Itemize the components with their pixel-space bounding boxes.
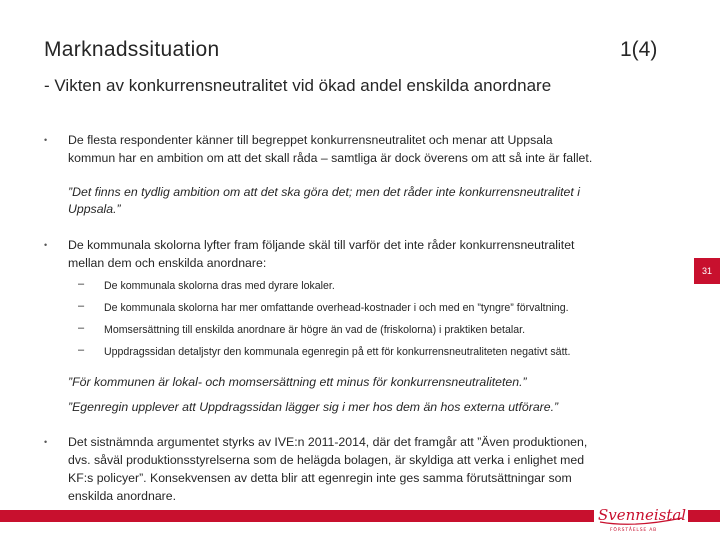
bullet-1-line-1: De flesta respondenter känner till begreppet konkurrensneutralitet och menar att Uppsala [68,133,553,147]
logo-wordmark-icon [594,500,688,534]
bullet-3-line-2: dvs. såväl produktionsstyrelserna som de helägda bolagen, är skyldiga att verka i enlighet med [68,453,585,467]
bullet-1-line-2: kommun har en ambition om att det skall råda – samtliga är dock överens om att så inte är fallet. [68,151,593,165]
company-logo [594,500,688,534]
subitem-4: Uppdragssidan detaljstyr den kommunala egenregin på ett för konkurrensneutraliteten negativt sätt. [104,346,571,358]
bullet-marker: • [44,240,48,250]
page-indicator: 1(4) [620,38,658,61]
bullet-2-line-2: mellan dem och enskilda anordnare: [68,256,267,270]
quote-1-line-2: Uppsala.” [68,202,121,216]
slide-number-badge: 31 [694,258,720,284]
svg-text:Svenneistal: Svenneistal [598,506,687,524]
subitem-2: De kommunala skolorna har mer omfattande overhead-kostnader i och med en ”tyngre” förvaltning. [104,302,569,314]
bullet-marker: • [44,437,48,447]
svg-text:FÖRSTÅELSE AB: FÖRSTÅELSE AB [610,528,657,533]
subitem-marker: – [78,344,85,356]
subitem-marker: – [78,300,85,312]
subitem-marker: – [78,322,85,334]
bullet-3-line-4: enskilda anordnare. [68,489,177,503]
bullet-3-line-1: Det sistnämnda argumentet styrks av IVE:n 2011-2014, där det framgår att ”Även produktionen, [68,435,588,449]
bullet-2-line-1: De kommunala skolorna lyfter fram följande skäl till varför det inte råder konkurrensneutralitet [68,238,575,252]
subitem-marker: – [78,278,85,290]
subitem-1: De kommunala skolorna dras med dyrare lokaler. [104,280,335,292]
quote-2: ”För kommunen är lokal- och momsersättning ett minus för konkurrensneutraliteten.” [68,375,527,389]
bullet-3-line-3: KF:s policyer”. Konsekvensen av detta blir att egenregin inte ges samma förutsättningar som [68,471,572,485]
quote-3: ”Egenregin upplever att Uppdragssidan lägger sig i mer hos dem än hos externa utförare.” [68,400,559,414]
subitem-3: Momsersättning till enskilda anordnare är högre än vad de (friskolorna) i praktiken betalar. [104,324,526,336]
slide-title: Marknadssituation [44,38,220,61]
slide-subtitle: - Vikten av konkurrensneutralitet vid ökad andel enskilda anordnare [44,76,552,95]
bullet-marker: • [44,135,48,145]
quote-1-line-1: ”Det finns en tydlig ambition om att det ska göra det; men det råder inte konkurrensneutralitet i [68,185,580,199]
